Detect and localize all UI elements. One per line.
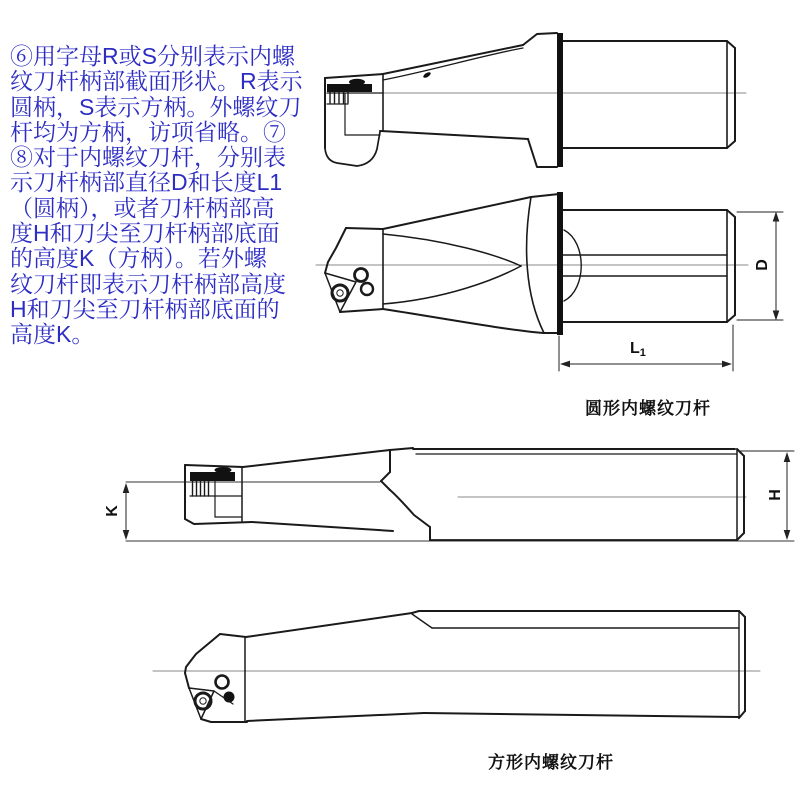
note-line: 纹刀杆即表示刀杆柄部高度	[10, 270, 286, 297]
note-line: 的高度K（方柄）。若外螺	[10, 245, 267, 272]
note-line: 示刀杆柄部直径D和长度L1	[10, 169, 283, 196]
caption-square-tool: 方形内螺纹刀杆	[488, 753, 614, 772]
round-tool-side-view	[316, 192, 783, 371]
note-line: ⑥用字母R或S分别表示内螺	[10, 43, 295, 69]
dim-label-K: K	[104, 505, 121, 517]
notes-text	[10, 44, 330, 348]
dim-label-H: H	[767, 489, 784, 501]
note-line: ⑧对于内螺纹刀杆，分别表	[10, 144, 286, 171]
note-line: H和刀尖至刀杆柄部底面的	[10, 295, 280, 322]
note-line: 纹刀杆柄部截面形状。R表示	[10, 68, 303, 95]
note-line: 圆柄，S表示方柄。外螺纹刀	[10, 93, 302, 120]
dim-label-L1-subscript: 1	[639, 347, 646, 359]
dim-label-L1-prefix: L	[630, 340, 640, 357]
caption-round-tool: 圆形内螺纹刀杆	[585, 399, 711, 418]
round-tool-top-view	[325, 33, 746, 167]
square-tool-side-view	[153, 611, 760, 722]
square-tool-dim-view	[123, 448, 794, 541]
note-line: （圆柄），或者刀杆柄部高	[10, 194, 275, 221]
dim-label-L1	[630, 340, 646, 359]
note-line: 杆均为方柄，访项省略。⑦	[10, 118, 286, 145]
note-line: 度H和刀尖至刀杆柄部底面	[10, 220, 280, 247]
dim-label-D: D	[754, 259, 771, 271]
note-line: 高度K。	[10, 321, 95, 348]
